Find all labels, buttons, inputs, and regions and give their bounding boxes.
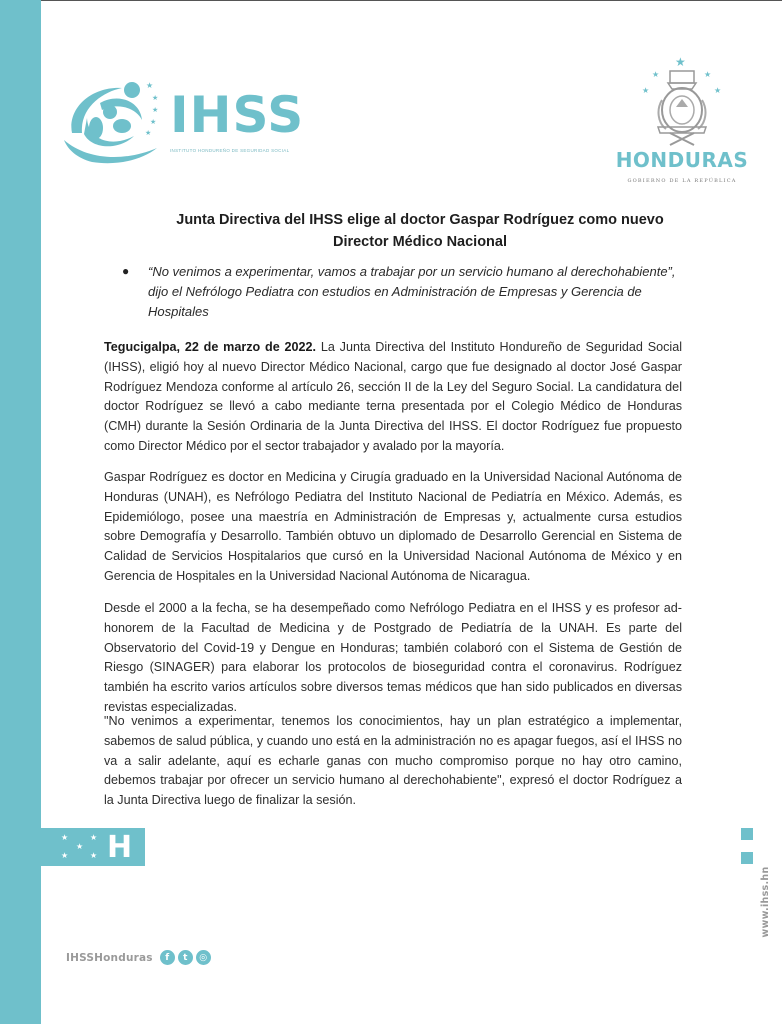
svg-text:★: ★ — [152, 95, 159, 102]
summary-bullet — [122, 262, 682, 322]
honduras-wordmark: HONDURAS — [615, 148, 749, 172]
svg-text:★: ★ — [704, 70, 712, 79]
svg-text:★: ★ — [642, 86, 650, 95]
svg-text:★: ★ — [152, 107, 159, 114]
ihss-wordmark: IHSS — [170, 86, 305, 144]
ihss-logo — [62, 78, 312, 168]
website-link[interactable]: www.ihss.hn — [760, 866, 771, 938]
paragraph-2: Gaspar Rodríguez es doctor en Medicina y Cirugía graduado en la Universidad Nacional Autónoma de Honduras (UNAH), es Nefrólogo Pediatra del Instituto Nacional de Pediatría en México. Además, es Epidemiólogo, posee una maestría en Administración de Empresas y, actualmente cursa estudios sobre Demografía y Desarrollo. También obtuvo un diplomado de Desarrollo Gerencial en Sistema de Calidad de Servicios Hospitalarios que cursó en la Universidad Nacional Autónoma de México y en Gerencia de Hospitales en la Universidad Nacional Autónoma de Nicaragua. — [104, 470, 682, 583]
star-icon: ★ — [76, 842, 84, 851]
bullet-icon: ● — [122, 264, 130, 278]
decor-square-top — [741, 828, 753, 840]
facebook-icon[interactable]: f — [160, 950, 175, 965]
svg-text:★: ★ — [714, 86, 722, 95]
paragraph-3: Desde el 2000 a la fecha, se ha desempeñado como Nefrólogo Pediatra en el IHSS y es profesor ad-honorem de la Facultad de Medicina y de Postgrado de Pediatría de la UNAH. Es parte del Observatorio del Covid-19 y Dengue en Honduras; también colaboró con el Sistema de Gestión de Riesgo (SINAGER) para elaborar los protocolos de bioseguridad contra el coronavirus. Rodríguez también ha escrito varios artículos sobre diversos temas médicos que han sido publicados en diversas revistas especializadas. — [104, 601, 682, 714]
star-icon: ★ — [61, 851, 69, 860]
social-footer — [66, 950, 211, 965]
star-icon: ★ — [61, 833, 69, 842]
svg-text:★: ★ — [150, 119, 157, 126]
honduras-logo — [612, 55, 752, 190]
press-release-headline: Junta Directiva del IHSS elige al doctor Gaspar Rodríguez como nuevo Director Médico Nacional — [176, 212, 664, 250]
svg-text:★: ★ — [675, 55, 686, 69]
flag-letter: H — [107, 830, 133, 865]
top-border — [41, 0, 782, 1]
honduras-flag-mark — [41, 828, 145, 866]
svg-text:★: ★ — [652, 70, 660, 79]
svg-text:★: ★ — [145, 130, 152, 137]
paragraph-1 — [104, 338, 682, 457]
star-icon: ★ — [90, 851, 98, 860]
coat-of-arms-icon — [612, 55, 752, 147]
paragraph-4-quote: "No venimos a experimentar, tenemos los conocimientos, hay un plan estratégico a implementar, sabemos de salud pública, y cuando uno está en la administración no es apagar fuegos, así el IHSS no va a salir adelante, aquí es echarle ganas con mucho compromiso porque no hay otro camino, debemos trabajar por ofrecer un servicio humano al derechohabiente", expresó el doctor Rodríguez a la Junta Directiva luego de finalizar la sesión. — [104, 714, 682, 808]
ihss-emblem-icon — [62, 78, 167, 168]
left-brand-bar — [0, 0, 41, 1024]
star-icon: ★ — [90, 833, 98, 842]
summary-quote: “No venimos a experimentar, vamos a trabajar por un servicio humano al derechohabiente”, dijo el Nefrólogo Pediatra con estudios en Administración de Empresas y Gerencia de Hospitales — [148, 264, 676, 319]
paragraph-1-text: La Junta Directiva del Instituto Hondureño de Seguridad Social (IHSS), eligió hoy al nuevo Director Médico Nacional, cargo que fue designado al doctor José Gaspar Rodríguez Mendoza conforme al artículo 26, sección II de la Ley del Seguro Social. La candidatura del doctor Rodríguez se llevó a cabo mediante terna presentada por el Colegio Médico de Honduras (CMH) durante la Sesión Ordinaria de la Junta Directiva del IHSS. El doctor Rodríguez fue propuesto como Director Médico por el sector trabajador y avalado por la mayoría. — [104, 340, 682, 453]
ihss-subtitle: INSTITUTO HONDUREÑO DE SEGURIDAD SOCIAL — [170, 148, 290, 153]
social-handle[interactable]: IHSSHonduras — [66, 951, 153, 964]
honduras-subtitle: GOBIERNO DE LA REPÚBLICA — [627, 178, 737, 184]
instagram-icon[interactable]: ◎ — [196, 950, 211, 965]
svg-text:★: ★ — [146, 81, 154, 90]
decor-square-bottom — [741, 852, 753, 864]
dateline: Tegucigalpa, 22 de marzo de 2022. — [104, 340, 317, 354]
twitter-icon[interactable]: t — [178, 950, 193, 965]
